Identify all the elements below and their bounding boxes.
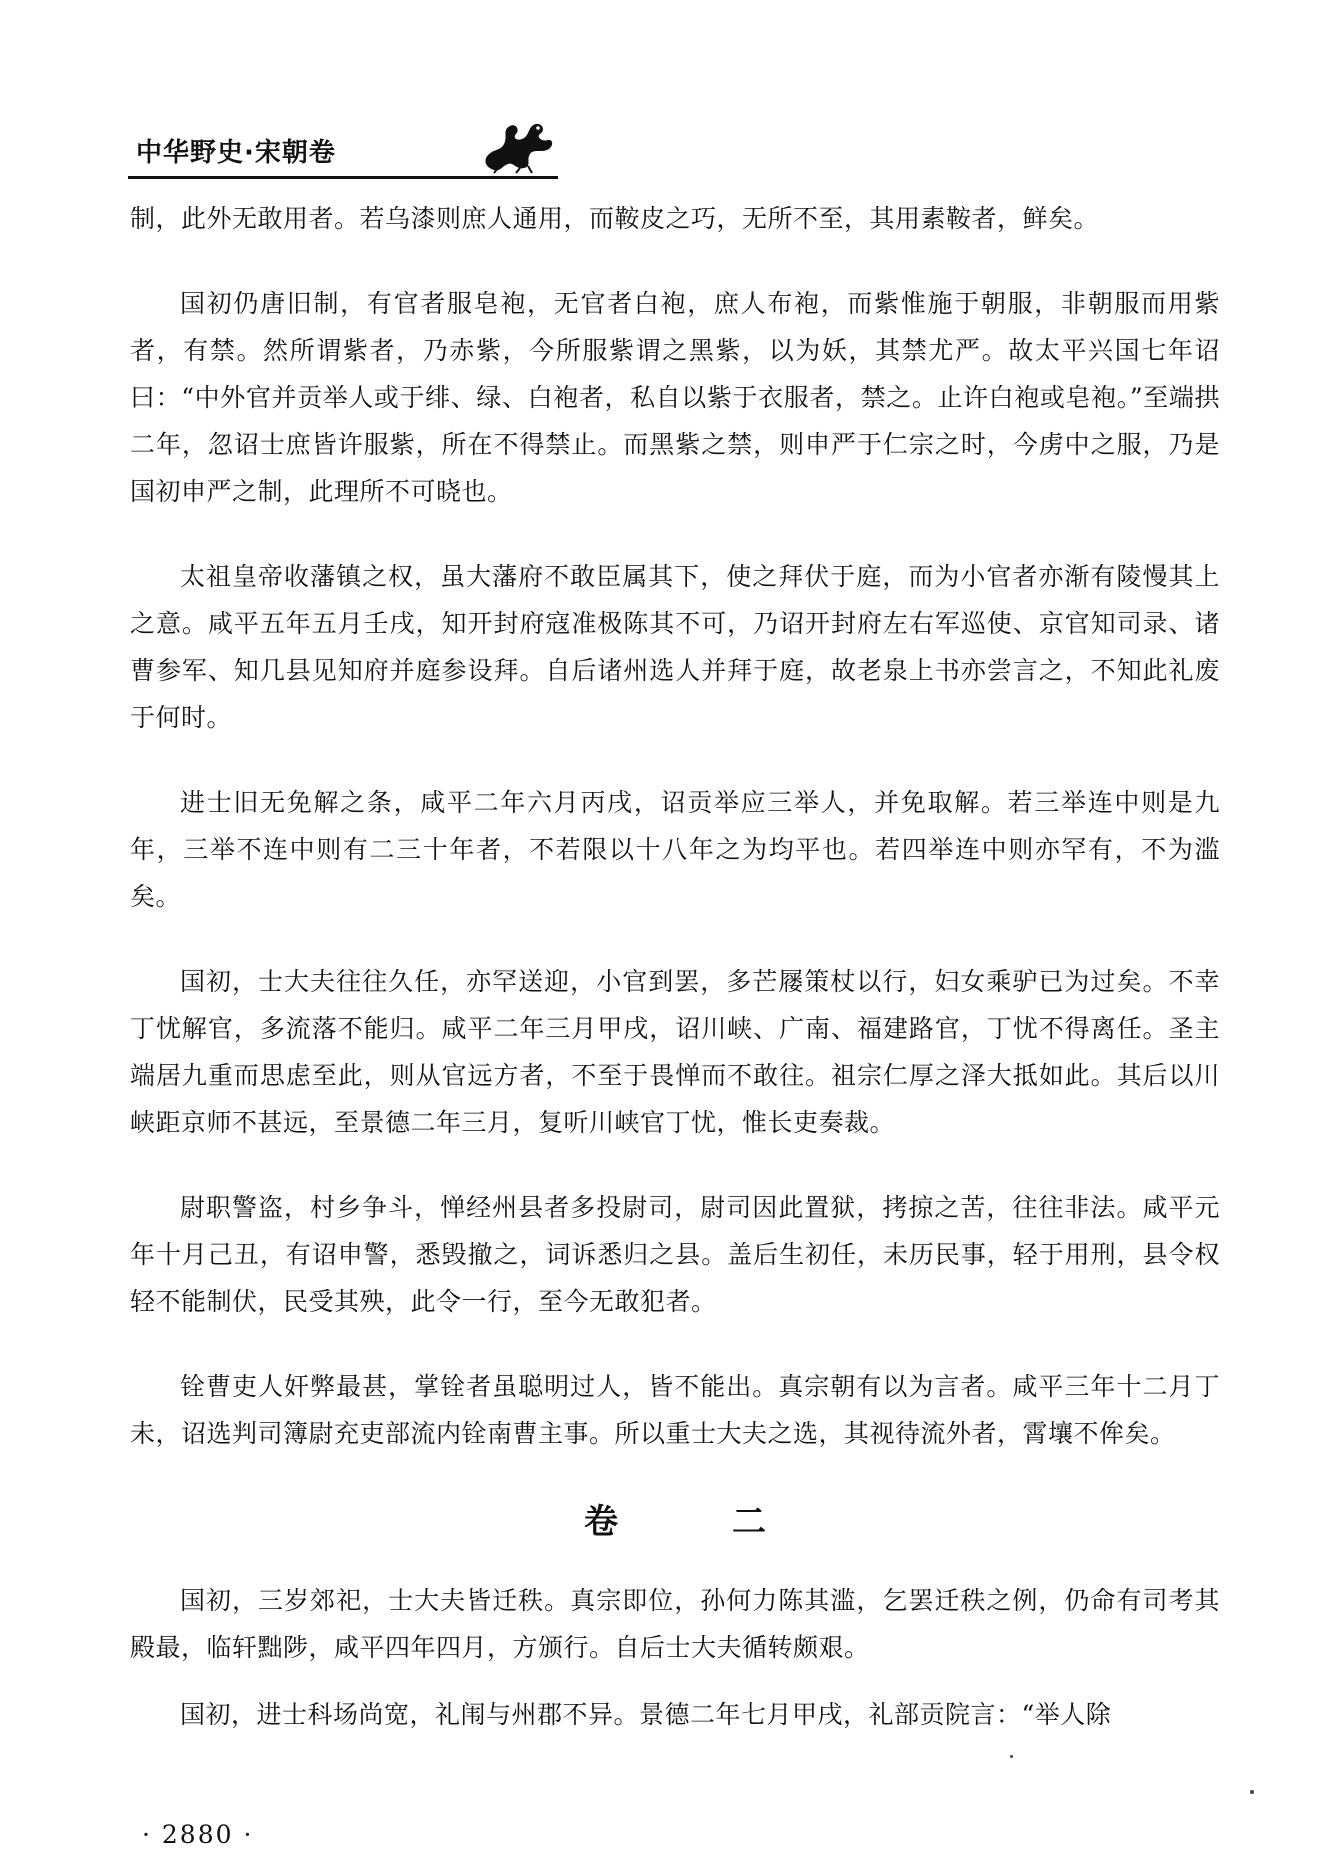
page-number: · 2880 · (142, 1820, 254, 1849)
paragraph-1: 制，此外无敢用者。若乌漆则庶人通用，而鞍皮之巧，无所不至，其用素鞍者，鲜矣。 (130, 204, 1100, 233)
header-rule (128, 176, 558, 179)
paragraph-2: 国初仍唐旧制，有官者服皂袍，无官者白袍，庶人布袍，而紫惟施于朝服，非朝服而用紫者，有禁。然所谓紫者，乃赤紫，今所服紫谓之黑紫，以为妖，其禁尤严。故太平兴国七年诏曰：“中外官并贡举人或于绯、绿、白袍者，私自以紫于衣服者，禁之。止许白袍或皂袍。”至端拱二年，忽诏士庶皆许服紫，所在不得禁止。而黑紫之禁，则申严于仁宗之时，今虏中之服，乃是国初申严之制，此理所不可晓也。 (130, 289, 1220, 506)
paragraph-6: 尉职警盗，村乡争斗，惮经州县者多投尉司，尉司因此置狱，拷掠之苦，往往非法。咸平元年十月己丑，有诏申警，悉毁撤之，词诉悉归之县。盖后生初任，未历民事，轻于用刑，县令权轻不能制伏，民受其殃，此令一行，至今无敢犯者。 (130, 1193, 1220, 1316)
running-header (128, 118, 558, 178)
main-text (130, 195, 1220, 1738)
section-heading: 卷 二 (584, 1502, 806, 1542)
scan-speck (1010, 1755, 1013, 1758)
paragraph-4: 进士旧无免解之条，咸平二年六月丙戌，诏贡举应三举人，并免取解。若三举连中则是九年，三举不连中则有二三十年者，不若限以十八年之为均平也。若四举连中则亦罕有，不为滥矣。 (130, 788, 1220, 911)
paragraph-7: 铨曹吏人奸弊最甚，掌铨者虽聪明过人，皆不能出。真宗朝有以为言者。咸平三年十二月丁未，诏选判司簿尉充吏部流内铨南曹主事。所以重士大夫之选，其视待流外者，霄壤不侔矣。 (130, 1372, 1220, 1448)
paragraph-3: 太祖皇帝收藩镇之权，虽大藩府不敢臣属其下，使之拜伏于庭，而为小官者亦渐有陵慢其上之意。咸平五年五月壬戌，知开封府寇准极陈其不可，乃诏开封府左右军巡使、京官知司录、诸曹参军、知几县见知府并庭参设拜。自后诸州选人并拜于庭，故老泉上书亦尝言之，不知此礼废于何时。 (130, 562, 1220, 732)
paragraph-5: 国初，士大夫往往久任，亦罕送迎，小官到罢，多芒屦策杖以行，妇女乘驴已为过矣。不幸丁忧解官，多流落不能归。咸平二年三月甲戌，诏川峡、广南、福建路官，丁忧不得离任。圣主端居九重而思虑至此，则从官远方者，不至于畏惮而不敢往。祖宗仁厚之泽大抵如此。其后以川峡距京师不甚远，至景德二年三月，复听川峡官丁忧，惟长吏奏裁。 (130, 967, 1220, 1137)
scan-speck (1250, 1790, 1254, 1794)
section-paragraph-2: 国初，进士科场尚宽，礼闱与州郡不异。景德二年七月甲戌，礼部贡院言：“举人除 (180, 1700, 1112, 1729)
section-paragraph-1: 国初，三岁郊祀，士大夫皆迁秩。真宗即位，孙何力陈其滥，乞罢迁秩之例，仍命有司考其殿最，临轩黜陟，咸平四年四月，方颁行。自后士大夫循转颇艰。 (130, 1586, 1220, 1662)
book-title: 中华野史·宋朝卷 (136, 138, 336, 168)
dragon-icon (480, 118, 558, 174)
